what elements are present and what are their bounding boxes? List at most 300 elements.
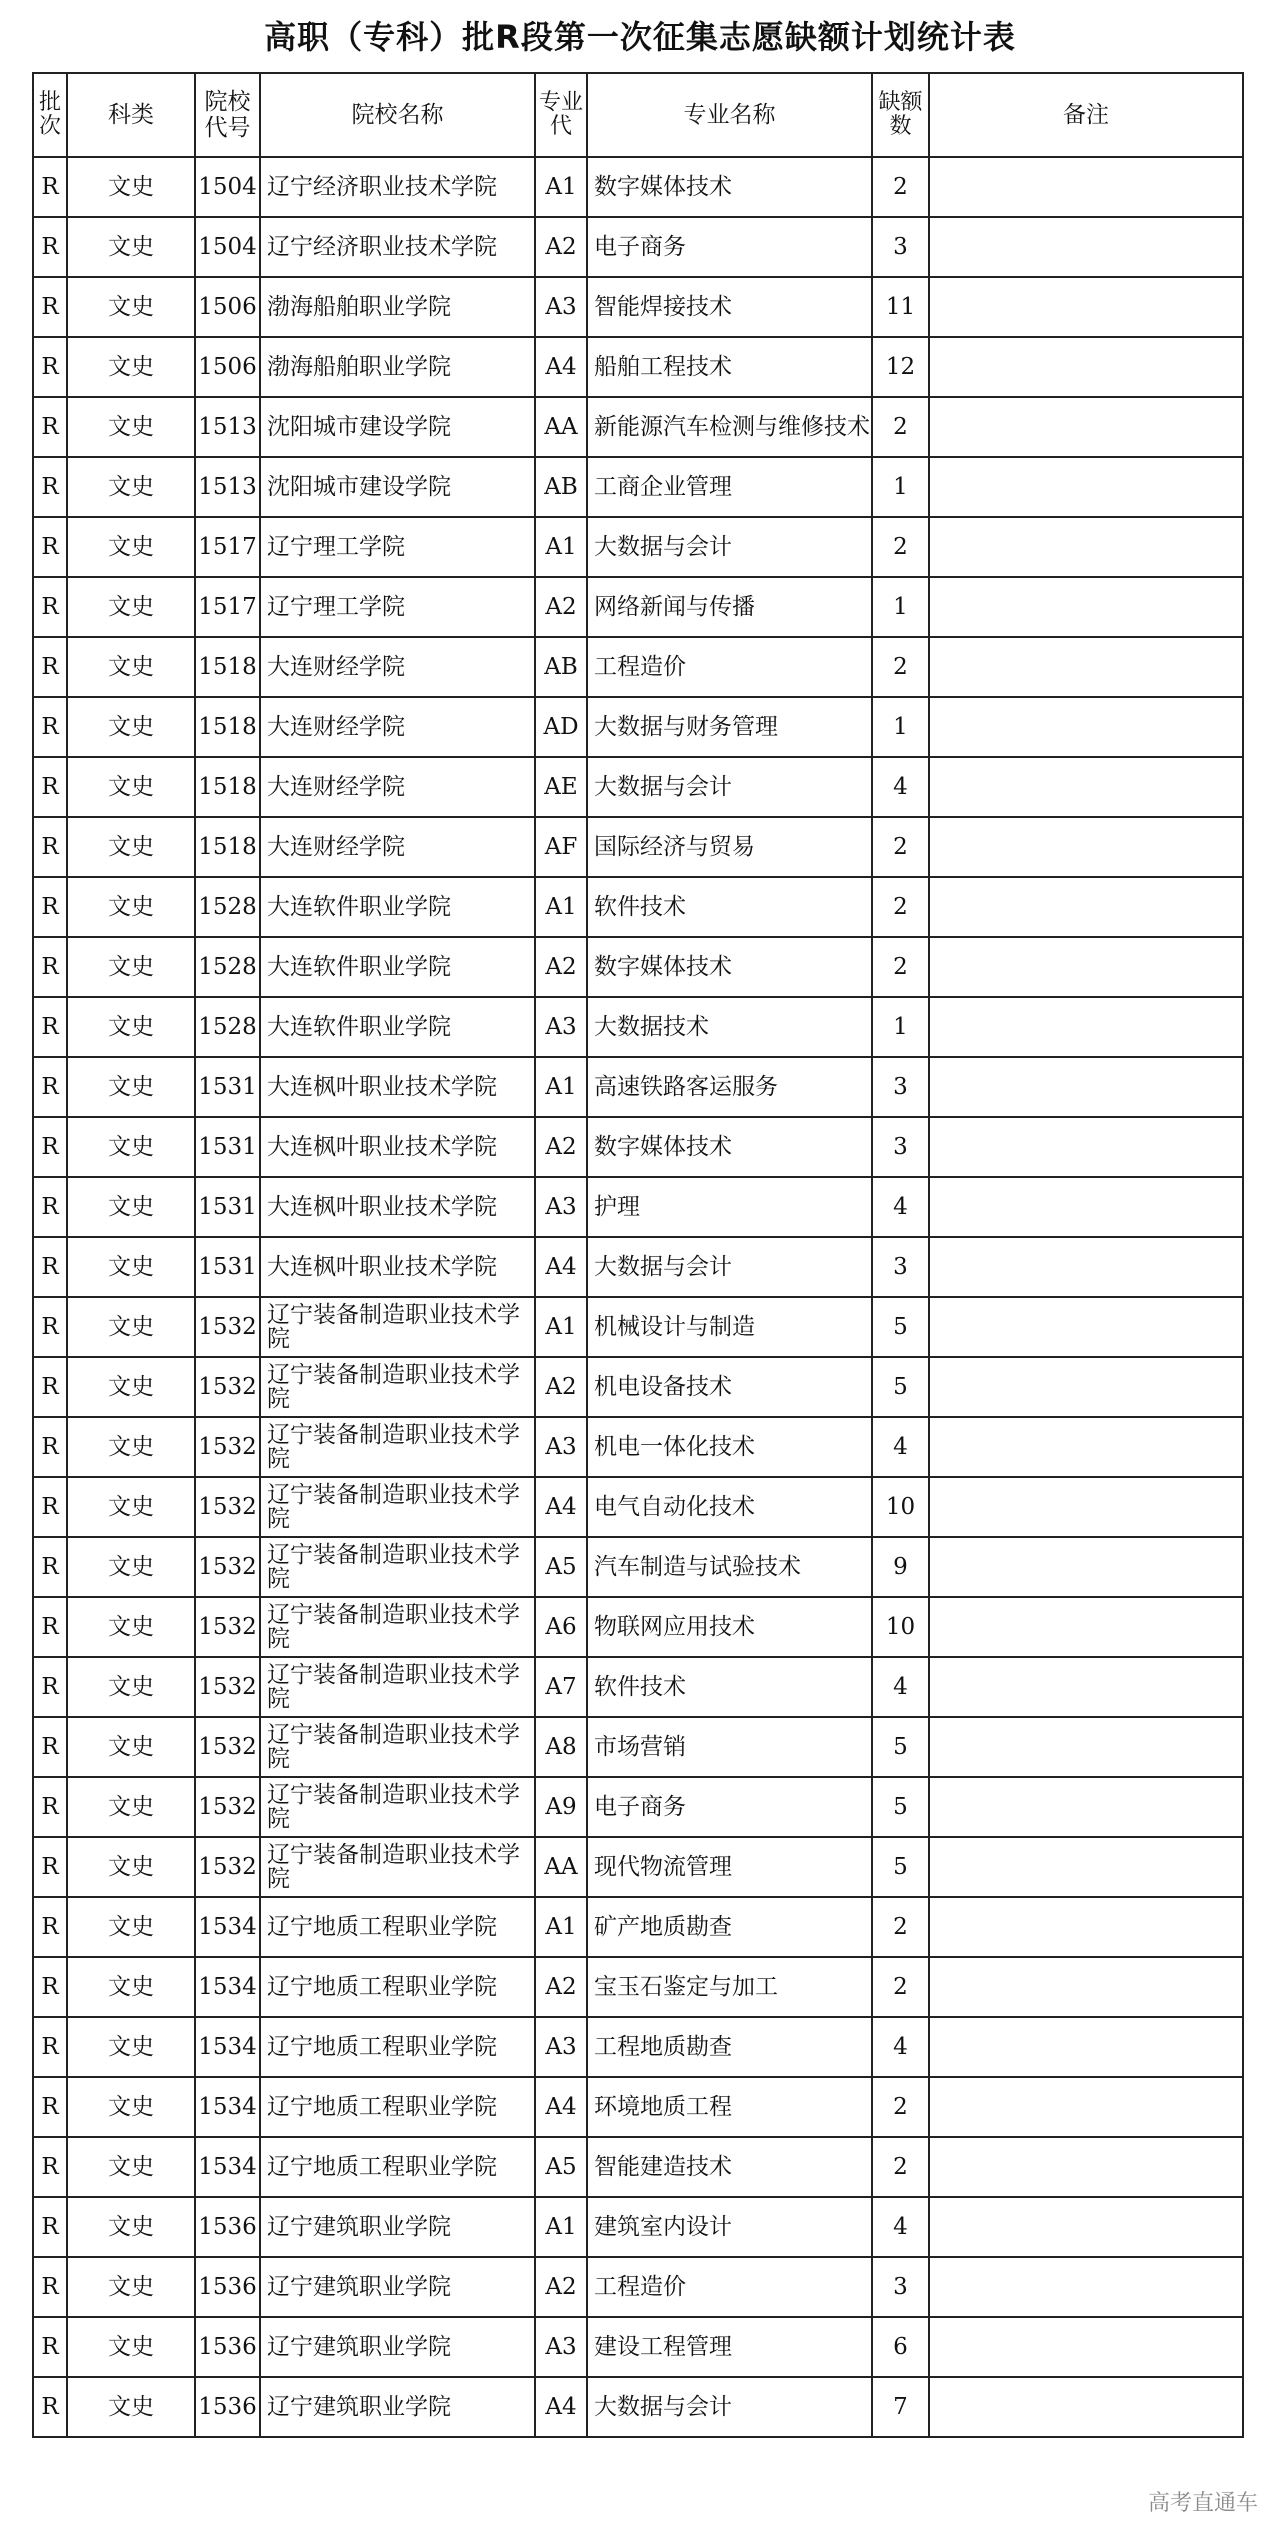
vacancy-cell: 5: [872, 1297, 929, 1357]
school-code-cell: 1518: [195, 817, 260, 877]
remark-cell: [929, 1057, 1243, 1117]
remark-cell: [929, 397, 1243, 457]
table-row: [33, 1297, 1243, 1357]
batch-cell: R: [33, 697, 67, 757]
school-name-cell: 辽宁建筑职业学院: [260, 2317, 535, 2377]
batch-cell: R: [33, 937, 67, 997]
major-code-cell: A1: [535, 157, 587, 217]
subject-cell: 文史: [67, 1477, 195, 1537]
table-row: [33, 937, 1243, 997]
school-name-cell: 辽宁建筑职业学院: [260, 2197, 535, 2257]
table-row: [33, 1537, 1243, 1597]
subject-cell: 文史: [67, 1657, 195, 1717]
table-row: [33, 697, 1243, 757]
subject-cell: 文史: [67, 2017, 195, 2077]
school-code-cell: 1534: [195, 1957, 260, 2017]
subject-cell: 文史: [67, 1537, 195, 1597]
table-row: [33, 217, 1243, 277]
major-name-cell: 机械设计与制造: [587, 1297, 872, 1357]
header-major-name: 专业名称: [587, 73, 872, 157]
header-remark: 备注: [929, 73, 1243, 157]
major-name-cell: 环境地质工程: [587, 2077, 872, 2137]
major-code-cell: A2: [535, 217, 587, 277]
remark-cell: [929, 1957, 1243, 2017]
remark-cell: [929, 217, 1243, 277]
major-code-cell: AD: [535, 697, 587, 757]
subject-cell: 文史: [67, 2377, 195, 2437]
remark-cell: [929, 937, 1243, 997]
table-row: [33, 1897, 1243, 1957]
school-name-cell: 大连枫叶职业技术学院: [260, 1237, 535, 1297]
major-code-cell: A2: [535, 1357, 587, 1417]
table-row: [33, 2077, 1243, 2137]
table-row: [33, 1477, 1243, 1537]
subject-cell: 文史: [67, 997, 195, 1057]
table-row: [33, 2317, 1243, 2377]
major-name-cell: 机电设备技术: [587, 1357, 872, 1417]
school-code-cell: 1517: [195, 577, 260, 637]
school-name-cell: 辽宁地质工程职业学院: [260, 2137, 535, 2197]
school-name-cell: 大连财经学院: [260, 697, 535, 757]
subject-cell: 文史: [67, 1417, 195, 1477]
major-code-cell: AA: [535, 397, 587, 457]
table-row: [33, 2377, 1243, 2437]
school-code-cell: 1532: [195, 1657, 260, 1717]
subject-cell: 文史: [67, 1057, 195, 1117]
batch-cell: R: [33, 1657, 67, 1717]
school-code-cell: 1528: [195, 877, 260, 937]
school-code-cell: 1534: [195, 2017, 260, 2077]
subject-cell: 文史: [67, 1837, 195, 1897]
table-row: [33, 1417, 1243, 1477]
major-code-cell: A4: [535, 2077, 587, 2137]
subject-cell: 文史: [67, 1597, 195, 1657]
batch-cell: R: [33, 877, 67, 937]
batch-cell: R: [33, 757, 67, 817]
school-code-cell: 1536: [195, 2377, 260, 2437]
subject-cell: 文史: [67, 877, 195, 937]
school-name-cell: 大连财经学院: [260, 637, 535, 697]
vacancy-cell: 2: [872, 517, 929, 577]
vacancy-cell: 11: [872, 277, 929, 337]
subject-cell: 文史: [67, 1897, 195, 1957]
table-row: [33, 1117, 1243, 1177]
subject-cell: 文史: [67, 577, 195, 637]
major-name-cell: 软件技术: [587, 877, 872, 937]
major-name-cell: 工程地质勘查: [587, 2017, 872, 2077]
major-code-cell: A1: [535, 2197, 587, 2257]
major-name-cell: 工程造价: [587, 637, 872, 697]
major-code-cell: A4: [535, 1237, 587, 1297]
major-code-cell: A3: [535, 277, 587, 337]
school-name-cell: 辽宁地质工程职业学院: [260, 1957, 535, 2017]
vacancy-cell: 4: [872, 1177, 929, 1237]
major-name-cell: 市场营销: [587, 1717, 872, 1777]
table-row: [33, 337, 1243, 397]
major-name-cell: 电气自动化技术: [587, 1477, 872, 1537]
school-code-cell: 1504: [195, 217, 260, 277]
remark-cell: [929, 517, 1243, 577]
school-code-cell: 1536: [195, 2317, 260, 2377]
vacancy-cell: 4: [872, 757, 929, 817]
school-name-cell: 辽宁装备制造职业技术学院: [260, 1417, 535, 1477]
major-name-cell: 大数据与会计: [587, 1237, 872, 1297]
major-code-cell: A2: [535, 577, 587, 637]
subject-cell: 文史: [67, 1957, 195, 2017]
batch-cell: R: [33, 1897, 67, 1957]
table-row: [33, 277, 1243, 337]
table-row: [33, 817, 1243, 877]
major-code-cell: A3: [535, 997, 587, 1057]
school-name-cell: 辽宁装备制造职业技术学院: [260, 1777, 535, 1837]
major-code-cell: A7: [535, 1657, 587, 1717]
major-name-cell: 大数据与会计: [587, 517, 872, 577]
subject-cell: 文史: [67, 1237, 195, 1297]
subject-cell: 文史: [67, 157, 195, 217]
major-name-cell: 软件技术: [587, 1657, 872, 1717]
school-name-cell: 辽宁经济职业技术学院: [260, 157, 535, 217]
major-code-cell: A2: [535, 1957, 587, 2017]
vacancy-cell: 2: [872, 877, 929, 937]
subject-cell: 文史: [67, 2257, 195, 2317]
major-name-cell: 数字媒体技术: [587, 157, 872, 217]
major-code-cell: A1: [535, 1897, 587, 1957]
school-name-cell: 辽宁装备制造职业技术学院: [260, 1297, 535, 1357]
major-name-cell: 物联网应用技术: [587, 1597, 872, 1657]
vacancy-cell: 5: [872, 1777, 929, 1837]
major-name-cell: 网络新闻与传播: [587, 577, 872, 637]
school-name-cell: 辽宁地质工程职业学院: [260, 1897, 535, 1957]
remark-cell: [929, 1357, 1243, 1417]
batch-cell: R: [33, 577, 67, 637]
vacancy-cell: 2: [872, 157, 929, 217]
major-name-cell: 电子商务: [587, 217, 872, 277]
major-name-cell: 数字媒体技术: [587, 1117, 872, 1177]
school-name-cell: 大连软件职业学院: [260, 937, 535, 997]
school-code-cell: 1532: [195, 1597, 260, 1657]
school-code-cell: 1532: [195, 1717, 260, 1777]
batch-cell: R: [33, 1357, 67, 1417]
major-name-cell: 智能建造技术: [587, 2137, 872, 2197]
vacancy-cell: 1: [872, 457, 929, 517]
batch-cell: R: [33, 2137, 67, 2197]
table-row: [33, 397, 1243, 457]
major-name-cell: 机电一体化技术: [587, 1417, 872, 1477]
table-row: [33, 1777, 1243, 1837]
batch-cell: R: [33, 1717, 67, 1777]
school-name-cell: 大连软件职业学院: [260, 997, 535, 1057]
remark-cell: [929, 1237, 1243, 1297]
subject-cell: 文史: [67, 697, 195, 757]
major-code-cell: AB: [535, 637, 587, 697]
school-code-cell: 1531: [195, 1117, 260, 1177]
vacancy-cell: 3: [872, 217, 929, 277]
major-code-cell: AB: [535, 457, 587, 517]
school-name-cell: 辽宁理工学院: [260, 517, 535, 577]
major-code-cell: A5: [535, 1537, 587, 1597]
vacancy-cell: 1: [872, 997, 929, 1057]
major-code-cell: AE: [535, 757, 587, 817]
school-code-cell: 1513: [195, 457, 260, 517]
major-code-cell: A9: [535, 1777, 587, 1837]
batch-cell: R: [33, 1237, 67, 1297]
vacancy-cell: 3: [872, 1237, 929, 1297]
table-row: [33, 2257, 1243, 2317]
subject-cell: 文史: [67, 2197, 195, 2257]
subject-cell: 文史: [67, 517, 195, 577]
school-code-cell: 1532: [195, 1837, 260, 1897]
remark-cell: [929, 1537, 1243, 1597]
major-code-cell: A6: [535, 1597, 587, 1657]
vacancy-cell: 6: [872, 2317, 929, 2377]
remark-cell: [929, 997, 1243, 1057]
batch-cell: R: [33, 337, 67, 397]
table-row: [33, 877, 1243, 937]
batch-cell: R: [33, 1957, 67, 2017]
school-name-cell: 辽宁装备制造职业技术学院: [260, 1477, 535, 1537]
table-row: [33, 2017, 1243, 2077]
header-batch: 批次: [33, 73, 67, 157]
school-name-cell: 大连软件职业学院: [260, 877, 535, 937]
table-row: [33, 1357, 1243, 1417]
vacancy-cell: 3: [872, 2257, 929, 2317]
school-name-cell: 辽宁建筑职业学院: [260, 2257, 535, 2317]
major-name-cell: 建设工程管理: [587, 2317, 872, 2377]
remark-cell: [929, 2077, 1243, 2137]
remark-cell: [929, 637, 1243, 697]
vacancy-cell: 4: [872, 1417, 929, 1477]
school-code-cell: 1536: [195, 2257, 260, 2317]
school-name-cell: 辽宁装备制造职业技术学院: [260, 1837, 535, 1897]
header-major-code: 专业代: [535, 73, 587, 157]
major-name-cell: 国际经济与贸易: [587, 817, 872, 877]
vacancy-cell: 4: [872, 2197, 929, 2257]
table-row: [33, 757, 1243, 817]
major-name-cell: 大数据与会计: [587, 757, 872, 817]
batch-cell: R: [33, 2257, 67, 2317]
major-name-cell: 工商企业管理: [587, 457, 872, 517]
major-code-cell: A1: [535, 877, 587, 937]
vacancy-cell: 2: [872, 397, 929, 457]
major-code-cell: AF: [535, 817, 587, 877]
table-row: [33, 1237, 1243, 1297]
major-name-cell: 护理: [587, 1177, 872, 1237]
remark-cell: [929, 277, 1243, 337]
major-code-cell: A4: [535, 1477, 587, 1537]
vacancy-cell: 10: [872, 1477, 929, 1537]
major-name-cell: 工程造价: [587, 2257, 872, 2317]
major-name-cell: 矿产地质勘查: [587, 1897, 872, 1957]
table-row: [33, 2197, 1243, 2257]
remark-cell: [929, 157, 1243, 217]
major-name-cell: 数字媒体技术: [587, 937, 872, 997]
school-code-cell: 1504: [195, 157, 260, 217]
remark-cell: [929, 1177, 1243, 1237]
batch-cell: R: [33, 1537, 67, 1597]
subject-cell: 文史: [67, 1117, 195, 1177]
subject-cell: 文史: [67, 2317, 195, 2377]
vacancy-cell: 5: [872, 1357, 929, 1417]
school-code-cell: 1532: [195, 1357, 260, 1417]
remark-cell: [929, 877, 1243, 937]
school-name-cell: 辽宁装备制造职业技术学院: [260, 1357, 535, 1417]
major-code-cell: AA: [535, 1837, 587, 1897]
major-code-cell: A3: [535, 2017, 587, 2077]
batch-cell: R: [33, 637, 67, 697]
vacancy-cell: 2: [872, 817, 929, 877]
school-code-cell: 1534: [195, 2077, 260, 2137]
subject-cell: 文史: [67, 1177, 195, 1237]
school-name-cell: 渤海船舶职业学院: [260, 337, 535, 397]
major-name-cell: 船舶工程技术: [587, 337, 872, 397]
remark-cell: [929, 2197, 1243, 2257]
major-code-cell: A2: [535, 937, 587, 997]
remark-cell: [929, 817, 1243, 877]
remark-cell: [929, 457, 1243, 517]
batch-cell: R: [33, 997, 67, 1057]
remark-cell: [929, 1777, 1243, 1837]
remark-cell: [929, 1897, 1243, 1957]
batch-cell: R: [33, 1837, 67, 1897]
table-row: [33, 1657, 1243, 1717]
batch-cell: R: [33, 217, 67, 277]
school-name-cell: 渤海船舶职业学院: [260, 277, 535, 337]
header-subject: 科类: [67, 73, 195, 157]
subject-cell: 文史: [67, 1777, 195, 1837]
remark-cell: [929, 2377, 1243, 2437]
vacancy-cell: 4: [872, 1657, 929, 1717]
subject-cell: 文史: [67, 757, 195, 817]
major-code-cell: A1: [535, 1297, 587, 1357]
school-code-cell: 1513: [195, 397, 260, 457]
major-code-cell: A8: [535, 1717, 587, 1777]
table-row: [33, 1057, 1243, 1117]
major-name-cell: 建筑室内设计: [587, 2197, 872, 2257]
school-name-cell: 大连财经学院: [260, 757, 535, 817]
school-name-cell: 辽宁装备制造职业技术学院: [260, 1537, 535, 1597]
vacancy-cell: 5: [872, 1717, 929, 1777]
vacancy-cell: 1: [872, 697, 929, 757]
subject-cell: 文史: [67, 1357, 195, 1417]
major-name-cell: 电子商务: [587, 1777, 872, 1837]
table-row: [33, 1837, 1243, 1897]
subject-cell: 文史: [67, 2137, 195, 2197]
batch-cell: R: [33, 1117, 67, 1177]
header-school-code: 院校代号: [195, 73, 260, 157]
vacancy-cell: 2: [872, 937, 929, 997]
remark-cell: [929, 1117, 1243, 1177]
table-row: [33, 2137, 1243, 2197]
major-code-cell: A3: [535, 1417, 587, 1477]
school-code-cell: 1532: [195, 1537, 260, 1597]
school-name-cell: 辽宁装备制造职业技术学院: [260, 1717, 535, 1777]
remark-cell: [929, 337, 1243, 397]
remark-cell: [929, 1417, 1243, 1477]
school-code-cell: 1506: [195, 277, 260, 337]
major-name-cell: 大数据与财务管理: [587, 697, 872, 757]
school-name-cell: 大连财经学院: [260, 817, 535, 877]
table-row: [33, 637, 1243, 697]
school-code-cell: 1518: [195, 757, 260, 817]
school-name-cell: 辽宁装备制造职业技术学院: [260, 1657, 535, 1717]
major-code-cell: A4: [535, 337, 587, 397]
school-code-cell: 1528: [195, 937, 260, 997]
school-name-cell: 辽宁建筑职业学院: [260, 2377, 535, 2437]
vacancy-cell: 2: [872, 1957, 929, 2017]
table-body: [33, 157, 1243, 2437]
subject-cell: 文史: [67, 637, 195, 697]
remark-cell: [929, 1297, 1243, 1357]
remark-cell: [929, 577, 1243, 637]
vacancy-cell: 3: [872, 1057, 929, 1117]
table-row: [33, 577, 1243, 637]
school-code-cell: 1518: [195, 637, 260, 697]
school-code-cell: 1518: [195, 697, 260, 757]
remark-cell: [929, 2317, 1243, 2377]
remark-cell: [929, 2017, 1243, 2077]
batch-cell: R: [33, 157, 67, 217]
vacancy-cell: 10: [872, 1597, 929, 1657]
school-code-cell: 1534: [195, 2137, 260, 2197]
major-code-cell: A1: [535, 1057, 587, 1117]
subject-cell: 文史: [67, 937, 195, 997]
page-title: 高职（专科）批R段第一次征集志愿缺额计划统计表: [264, 18, 1016, 56]
school-code-cell: 1531: [195, 1177, 260, 1237]
major-code-cell: A2: [535, 1117, 587, 1177]
vacancy-cell: 2: [872, 2137, 929, 2197]
batch-cell: R: [33, 2017, 67, 2077]
batch-cell: R: [33, 517, 67, 577]
school-name-cell: 沈阳城市建设学院: [260, 397, 535, 457]
school-name-cell: 大连枫叶职业技术学院: [260, 1177, 535, 1237]
batch-cell: R: [33, 1417, 67, 1477]
remark-cell: [929, 1837, 1243, 1897]
school-name-cell: 辽宁经济职业技术学院: [260, 217, 535, 277]
batch-cell: R: [33, 2377, 67, 2437]
major-code-cell: A3: [535, 2317, 587, 2377]
vacancy-cell: 2: [872, 637, 929, 697]
batch-cell: R: [33, 817, 67, 877]
table-row: [33, 1177, 1243, 1237]
major-name-cell: 新能源汽车检测与维修技术: [587, 397, 872, 457]
batch-cell: R: [33, 2077, 67, 2137]
subject-cell: 文史: [67, 457, 195, 517]
remark-cell: [929, 757, 1243, 817]
table-header-row: [33, 73, 1243, 157]
table-row: [33, 1717, 1243, 1777]
school-code-cell: 1534: [195, 1897, 260, 1957]
major-code-cell: A2: [535, 2257, 587, 2317]
school-name-cell: 辽宁地质工程职业学院: [260, 2017, 535, 2077]
school-code-cell: 1531: [195, 1057, 260, 1117]
vacancy-cell: 12: [872, 337, 929, 397]
batch-cell: R: [33, 1777, 67, 1837]
batch-cell: R: [33, 1177, 67, 1237]
remark-cell: [929, 697, 1243, 757]
header-vacancy: 缺额数: [872, 73, 929, 157]
batch-cell: R: [33, 1597, 67, 1657]
subject-cell: 文史: [67, 277, 195, 337]
school-code-cell: 1517: [195, 517, 260, 577]
batch-cell: R: [33, 2317, 67, 2377]
remark-cell: [929, 2257, 1243, 2317]
table-row: [33, 997, 1243, 1057]
school-name-cell: 辽宁理工学院: [260, 577, 535, 637]
table-row: [33, 1957, 1243, 2017]
vacancy-cell: 9: [872, 1537, 929, 1597]
school-name-cell: 大连枫叶职业技术学院: [260, 1057, 535, 1117]
major-name-cell: 高速铁路客运服务: [587, 1057, 872, 1117]
